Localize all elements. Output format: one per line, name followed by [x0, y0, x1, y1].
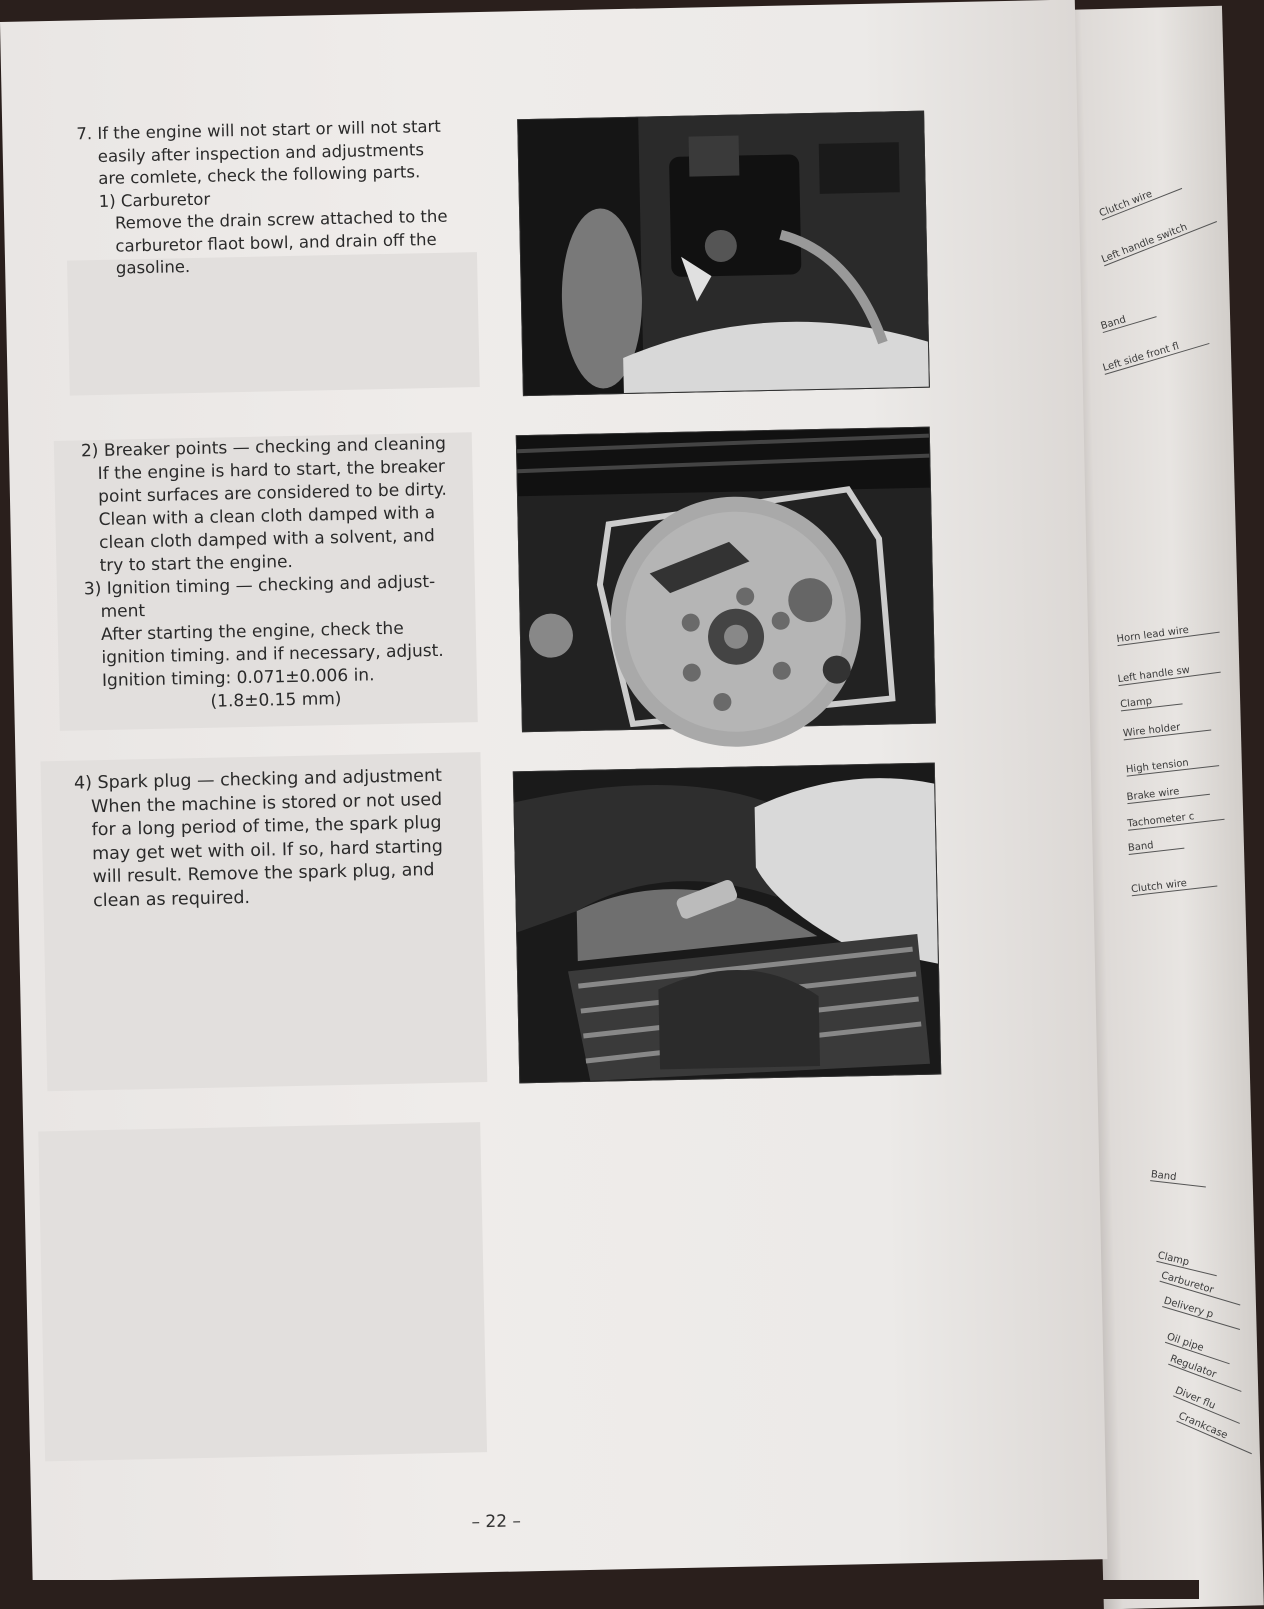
- next-label: High tension: [1125, 754, 1219, 776]
- next-label: Clutch wire: [1131, 875, 1218, 897]
- text-line: point surfaces are considered to be dirty.: [81, 479, 448, 508]
- text-line: Remove the drain screw attached to the: [78, 206, 448, 234]
- next-label: Left handle switch: [1100, 211, 1217, 267]
- section-7-text: [76, 116, 449, 281]
- next-label: Diver flu: [1173, 1385, 1245, 1424]
- text-line: Ignition timing: 0.071±0.006 in.: [85, 665, 375, 692]
- text-line: for a long period of time, the spark plug: [74, 812, 442, 841]
- text-line: When the machine is stored or not used: [74, 789, 443, 818]
- section-2-3-text: [81, 433, 452, 717]
- text-line: carburetor flaot bowl, and drain off the: [78, 229, 437, 256]
- next-label: Oil pipe: [1165, 1331, 1234, 1364]
- next-label: Left side front fl: [1102, 332, 1210, 374]
- next-label: Brake wire: [1126, 783, 1210, 804]
- text-line: If the engine is hard to start, the breaker: [81, 456, 446, 485]
- text-line: clean as required.: [76, 887, 251, 912]
- text-line: After starting the engine, check the: [84, 618, 404, 646]
- text-line: 2) Breaker points — checking and cleaning: [80, 433, 447, 462]
- next-label: Left handle sw: [1117, 661, 1220, 686]
- background-edge: [0, 1580, 1199, 1599]
- next-label: Clamp: [1156, 1250, 1219, 1276]
- text-line: will result. Remove the spark plug, and: [75, 860, 435, 888]
- shaded-area: [38, 1122, 487, 1461]
- spark-plug-photo: [513, 763, 941, 1084]
- next-label: Tachometer c: [1127, 808, 1225, 831]
- text-line: are comlete, check the following parts.: [77, 162, 421, 189]
- next-label: Band: [1100, 306, 1157, 333]
- next-label: Delivery p: [1162, 1296, 1243, 1331]
- next-label: Crankcase: [1176, 1411, 1256, 1455]
- text-line: 3) Ignition timing — checking and adjust-: [83, 572, 436, 600]
- carburetor-photo: [517, 111, 930, 396]
- text-line: ignition timing. and if necessary, adjust.: [85, 640, 444, 669]
- page-number: – 22 –: [471, 1511, 522, 1533]
- next-label: Band: [1127, 837, 1184, 855]
- next-label: Wire holder: [1122, 719, 1210, 741]
- next-label: Clutch wire: [1098, 178, 1182, 221]
- section-4-text: [74, 765, 445, 914]
- text-line: clean cloth damped with a solvent, and: [82, 526, 435, 554]
- text-line: Clean with a clean cloth damped with a: [82, 502, 436, 531]
- next-label: Band: [1150, 1169, 1207, 1187]
- text-line: ment: [84, 601, 146, 623]
- text-line: try to start the engine.: [83, 551, 294, 577]
- text-line: easily after inspection and adjustments: [76, 139, 425, 166]
- text-line: gasoline.: [78, 257, 191, 279]
- text-line: (1.8±0.15 mm): [86, 688, 342, 715]
- next-label: Horn lead wire: [1116, 621, 1219, 646]
- text-line: may get wet with oil. If so, hard starting: [75, 836, 444, 865]
- next-label: Carburetor: [1160, 1270, 1244, 1305]
- next-label: Regulator: [1168, 1353, 1246, 1392]
- breaker-points-photo: [516, 427, 936, 733]
- text-line: 1) Carburetor: [77, 189, 211, 211]
- text-line: 4) Spark plug — checking and adjustment: [73, 765, 443, 794]
- next-label: Clamp: [1120, 692, 1183, 711]
- text-line: 7. If the engine will not start or will not start: [76, 116, 441, 144]
